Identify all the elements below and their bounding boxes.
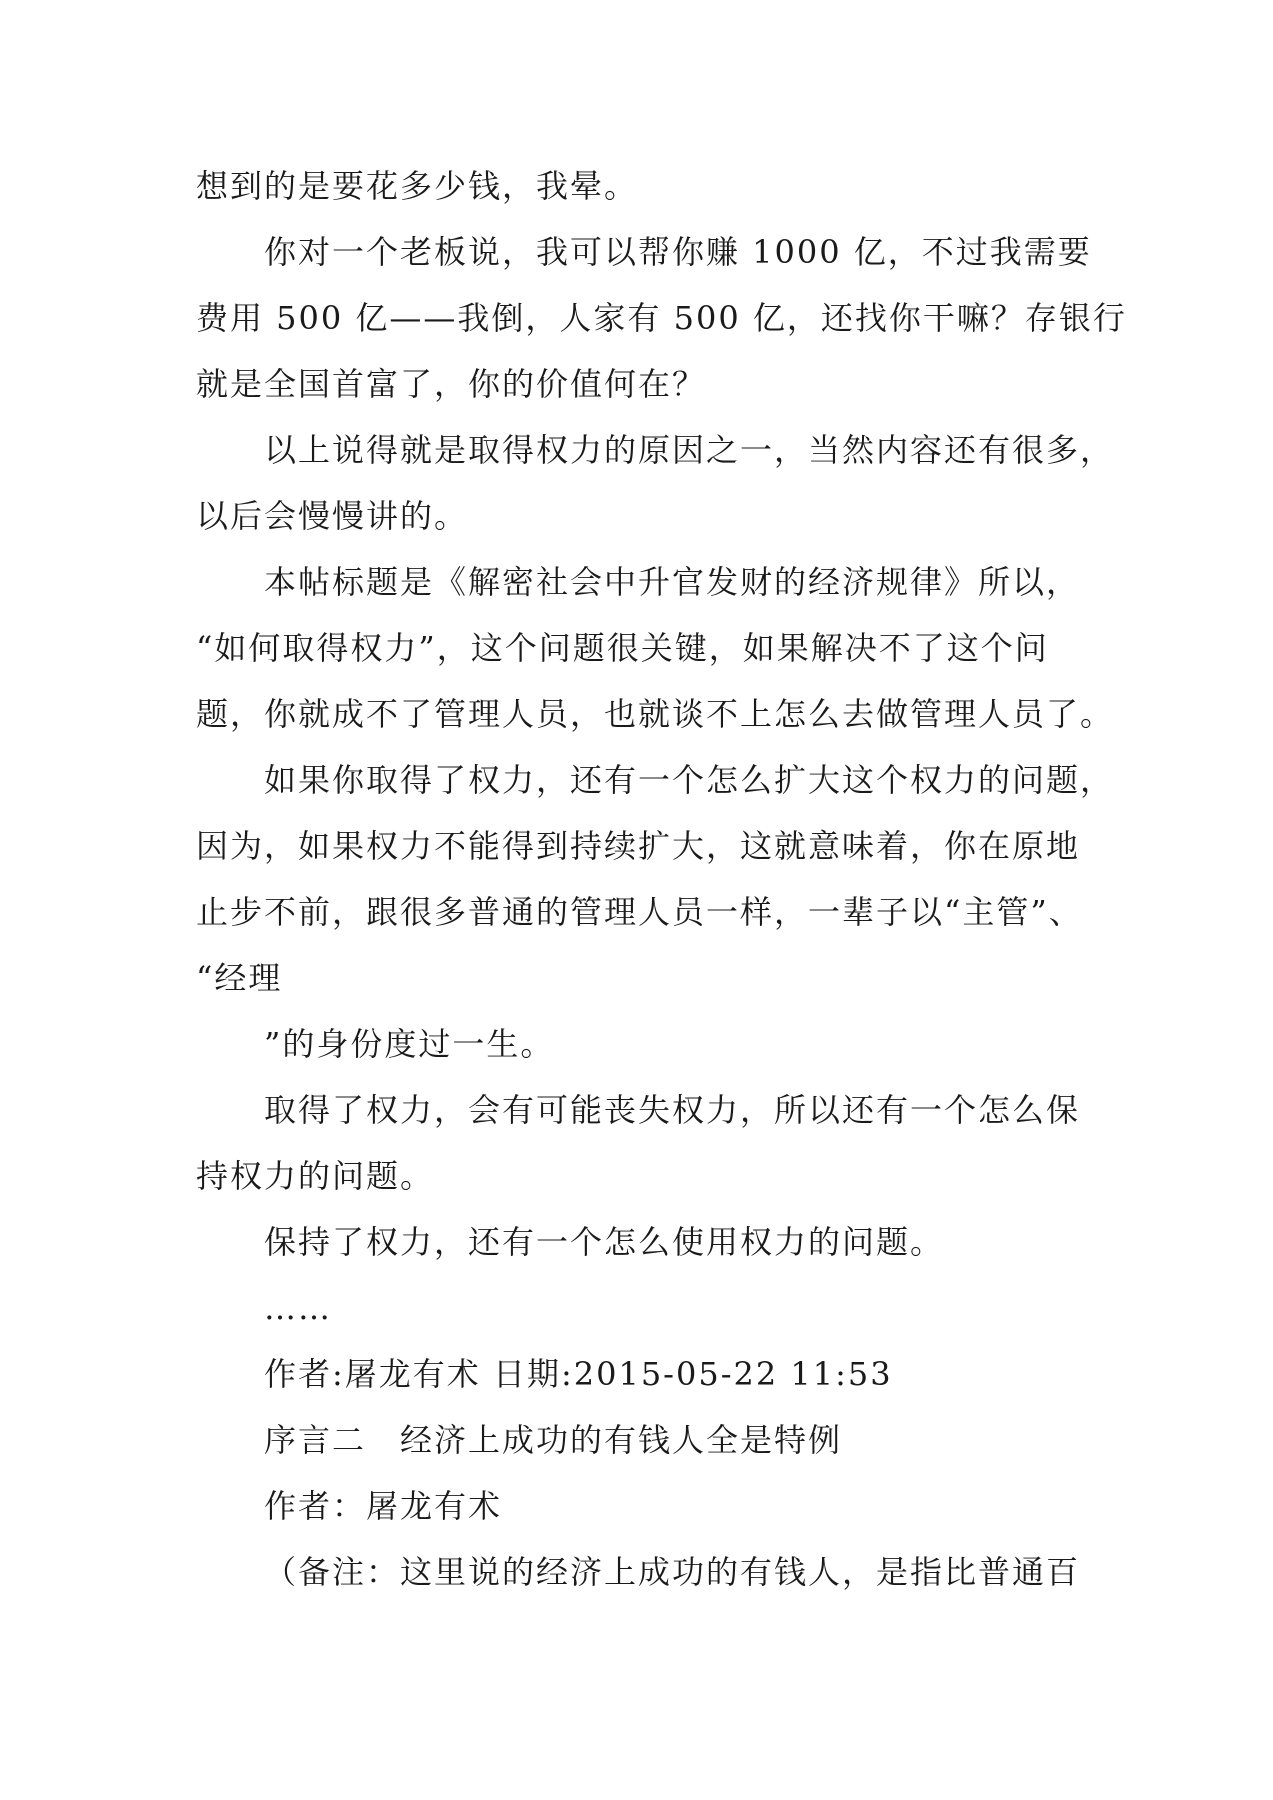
paragraph-line: 持权力的问题。: [196, 1157, 435, 1195]
paragraph-line: “经理: [196, 959, 283, 997]
paragraph-line: 费用 500 亿——我倒，人家有 500 亿，还找你干嘛？存银行: [196, 299, 1127, 337]
paragraph-line: 以上说得就是取得权力的原因之一，当然内容还有很多，: [264, 431, 1115, 469]
paragraph-line: “如何取得权力”，这个问题很关键，如果解决不了这个问: [196, 629, 1049, 667]
author-date-line: 作者:屠龙有术 日期:2015-05-22 11:53: [264, 1355, 893, 1393]
author-line: 作者：屠龙有术: [264, 1487, 503, 1525]
ellipsis-line: ……: [264, 1289, 332, 1327]
paragraph-line: 如果你取得了权力，还有一个怎么扩大这个权力的问题，: [264, 761, 1115, 799]
paragraph-line: 题，你就成不了管理人员，也就谈不上怎么去做管理人员了。: [196, 695, 1115, 733]
paragraph-line: 本帖标题是《解密社会中升官发财的经济规律》所以，: [264, 563, 1081, 601]
paragraph-line: 止步不前，跟很多普通的管理人员一样，一辈子以“主管”、: [196, 893, 1083, 931]
paragraph-line: ”的身份度过一生。: [264, 1025, 555, 1063]
paragraph-line: 因为，如果权力不能得到持续扩大，这就意味着，你在原地: [196, 827, 1081, 865]
paragraph-line: 保持了权力，还有一个怎么使用权力的问题。: [264, 1223, 945, 1261]
paragraph-line: 你对一个老板说，我可以帮你赚 1000 亿，不过我需要: [264, 233, 1092, 271]
section-heading: 序言二 经济上成功的有钱人全是特例: [264, 1421, 843, 1459]
paragraph-line: 以后会慢慢讲的。: [196, 497, 469, 535]
paragraph-line: 想到的是要花多少钱，我晕。: [196, 167, 639, 205]
note-line: （备注：这里说的经济上成功的有钱人，是指比普通百: [264, 1553, 1081, 1591]
paragraph-line: 就是全国首富了，你的价值何在？: [196, 365, 707, 403]
paragraph-line: 取得了权力，会有可能丧失权力，所以还有一个怎么保: [264, 1091, 1081, 1129]
